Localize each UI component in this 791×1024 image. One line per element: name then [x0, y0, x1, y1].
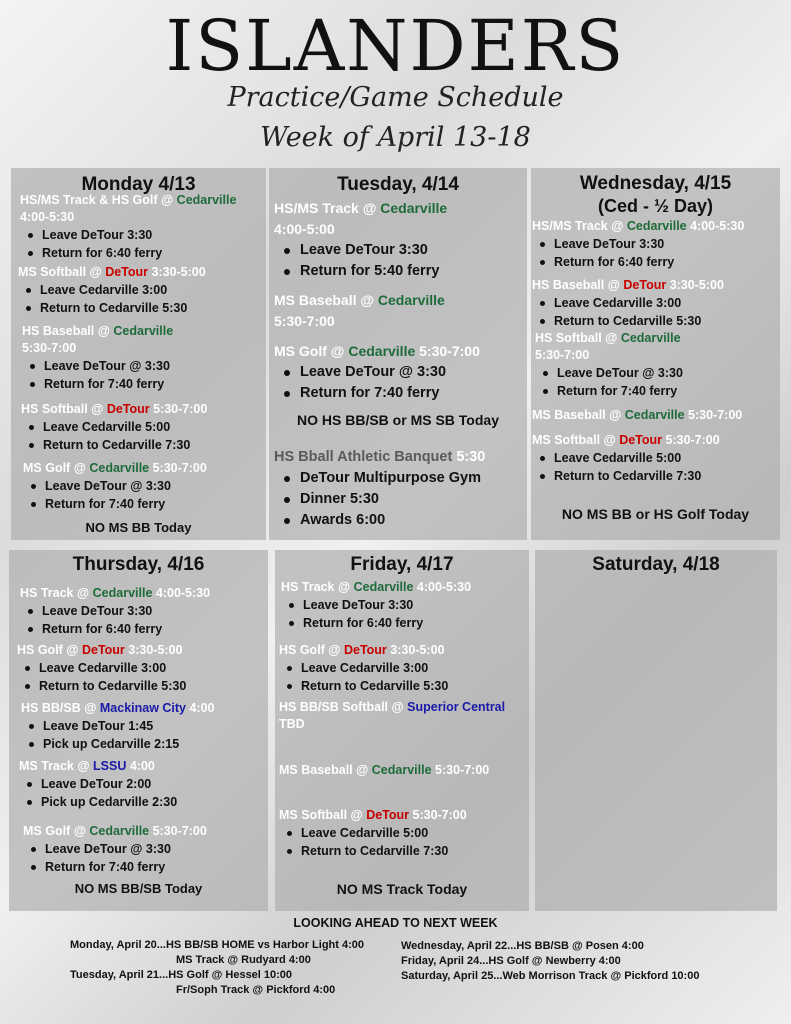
- friday-panel: [275, 550, 529, 911]
- ahead-item: Tuesday, April 21...HS Golf @ Hessel 10:00: [70, 969, 293, 981]
- list-item: Leave Cedarville 3:00: [18, 281, 266, 299]
- tuesday-event-2: MS Baseball @ Cedarville 5:30-7:00: [274, 292, 445, 329]
- list-item: Return for 5:40 ferry: [274, 261, 527, 282]
- friday-event-3: HS BB/SB Softball @ Superior Central TBD: [279, 700, 506, 731]
- wednesday-event-4: MS Baseball @ Cedarville 5:30-7:00: [532, 408, 743, 422]
- bullet-list: [20, 226, 266, 262]
- location-detour: DeTour: [343, 643, 387, 657]
- list-item: Leave DeTour 2:00: [19, 775, 268, 793]
- wednesday-event-5: MS Softball @ DeTour 5:30-7:00 Leave Cedarville 5:00 Return to Cedarville 7:30: [531, 432, 780, 485]
- list-item: Return for 7:40 ferry: [23, 495, 266, 513]
- list-item: Return for 7:40 ferry: [535, 382, 780, 400]
- bullet-list: [532, 294, 780, 330]
- location-cedarville: Cedarville: [176, 193, 237, 207]
- list-item: Leave DeTour 3:30: [20, 226, 266, 244]
- bullet-list: [21, 418, 266, 454]
- location-detour: DeTour: [366, 808, 410, 822]
- bullet-list: [18, 281, 266, 317]
- ahead-item: Wednesday, April 22...HS BB/SB @ Posen 4:00: [401, 940, 644, 952]
- list-item: Return for 7:40 ferry: [22, 375, 266, 393]
- ahead-item: Fr/Soph Track @ Pickford 4:00: [176, 984, 336, 996]
- schedule-subtitle: Practice/Game Schedule: [227, 82, 564, 113]
- location-cedarville: Cedarville: [377, 292, 445, 308]
- bullet-list: [20, 602, 268, 638]
- wednesday-heading: Wednesday, 4/15: [579, 173, 732, 194]
- wednesday-event-1: HS/MS Track @ Cedarville 4:00-5:30 Leave DeTour 3:30 Return for 6:40 ferry: [531, 218, 780, 271]
- friday-event-4: MS Baseball @ Cedarville 5:30-7:00: [279, 763, 490, 777]
- list-item: Return to Cedarville 7:30: [279, 842, 529, 860]
- page-title: ISLANDERS: [165, 5, 626, 87]
- ahead-item: MS Track @ Rudyard 4:00: [176, 954, 311, 966]
- location-detour: DeTour: [623, 278, 667, 292]
- location-detour: DeTour: [81, 643, 125, 657]
- saturday-heading: Saturday, 4/18: [592, 554, 720, 575]
- monday-event-3: HS Baseball @ Cedarville 5:30-7:00 Leave DeTour @ 3:30 Return for 7:40 ferry: [11, 323, 266, 393]
- thursday-note: NO MS BB/SB Today: [74, 881, 203, 896]
- thursday-panel: [9, 550, 268, 911]
- bullet-list: [274, 362, 527, 404]
- bullet-list: [532, 235, 780, 271]
- list-item: Return to Cedarville 5:30: [18, 299, 266, 317]
- list-item: Leave DeTour 1:45: [21, 717, 268, 735]
- friday-event-5: MS Softball @ DeTour 5:30-7:00 Leave Cedarville 5:00 Return to Cedarville 7:30: [275, 807, 529, 860]
- bullet-list: [22, 357, 266, 393]
- ahead-item: Saturday, April 25...Web Morrison Track @ Pickford 10:00: [401, 970, 700, 982]
- looking-ahead-left: [70, 938, 364, 998]
- wednesday-event-3: HS Softball @ Cedarville 5:30-7:00 Leave DeTour @ 3:30 Return for 7:40 ferry: [531, 330, 780, 400]
- monday-event-1: HS/MS Track & HS Golf @ Cedarville 4:00-5:30 Leave DeTour 3:30 Return for 6:40 ferry: [11, 192, 266, 262]
- tuesday-note: NO HS BB/SB or MS SB Today: [297, 412, 499, 428]
- list-item: Return for 6:40 ferry: [281, 614, 529, 632]
- list-item: Return to Cedarville 5:30: [17, 677, 268, 695]
- location-cedarville: Cedarville: [620, 331, 681, 345]
- list-item: Leave Cedarville 3:00: [279, 659, 529, 677]
- list-item: Leave Cedarville 5:00: [21, 418, 266, 436]
- list-item: Leave DeTour 3:30: [281, 596, 529, 614]
- bullet-list: [274, 468, 527, 531]
- list-item: Return for 7:40 ferry: [274, 383, 527, 404]
- bullet-list: [535, 364, 780, 400]
- bullet-list: [19, 775, 268, 811]
- thursday-event-1: HS Track @ Cedarville 4:00-5:30 Leave DeTour 3:30 Return for 6:40 ferry: [9, 585, 268, 638]
- list-item: Leave Cedarville 3:00: [17, 659, 268, 677]
- location-cedarville: Cedarville: [92, 586, 153, 600]
- list-item: Return for 6:40 ferry: [20, 244, 266, 262]
- list-item: Return to Cedarville 7:30: [21, 436, 266, 454]
- location-detour: DeTour: [105, 265, 149, 279]
- looking-ahead-right: [401, 939, 699, 984]
- bullet-list: [274, 240, 527, 282]
- list-item: Leave DeTour @ 3:30: [23, 477, 266, 495]
- list-item: Leave Cedarville 5:00: [532, 449, 780, 467]
- thursday-event-2: HS Golf @ DeTour 3:30-5:00 Leave Cedarville 3:00 Return to Cedarville 5:30: [9, 642, 268, 695]
- list-item: Leave DeTour @ 3:30: [535, 364, 780, 382]
- bullet-list: [281, 596, 529, 632]
- wednesday-subheading: (Ced - ½ Day): [597, 196, 714, 216]
- bullet-list: [21, 717, 268, 753]
- thursday-event-4: MS Track @ LSSU 4:00 Leave DeTour 2:00 Pick up Cedarville 2:30: [9, 758, 268, 811]
- ahead-item: Friday, April 24...HS Golf @ Newberry 4:00: [401, 955, 621, 967]
- location-cedarville: Cedarville: [626, 219, 687, 233]
- list-item: Return for 6:40 ferry: [20, 620, 268, 638]
- thursday-event-5: MS Golf @ Cedarville 5:30-7:00 Leave DeTour @ 3:30 Return for 7:40 ferry: [9, 823, 268, 876]
- monday-heading: Monday 4/13: [81, 174, 196, 195]
- list-item: Return for 7:40 ferry: [23, 858, 268, 876]
- friday-heading: Friday, 4/17: [350, 554, 454, 575]
- location-cedarville: Cedarville: [113, 324, 174, 338]
- monday-event-4: HS Softball @ DeTour 5:30-7:00 Leave Cedarville 5:00 Return to Cedarville 7:30: [11, 401, 266, 454]
- wednesday-panel: [531, 168, 780, 540]
- thursday-event-3: HS BB/SB @ Mackinaw City 4:00 Leave DeTour 1:45 Pick up Cedarville 2:15: [9, 700, 268, 753]
- location-cedarville: Cedarville: [353, 580, 414, 594]
- tuesday-event-1: HS/MS Track @ Cedarville 4:00-5:00 Leave DeTour 3:30 Return for 5:40 ferry: [269, 198, 527, 282]
- list-item: DeTour Multipurpose Gym: [274, 468, 527, 489]
- location-cedarville: Cedarville: [89, 461, 150, 475]
- list-item: Awards 6:00: [274, 510, 527, 531]
- bullet-list: [532, 449, 780, 485]
- tuesday-event-3: MS Golf @ Cedarville 5:30-7:00 Leave DeTour @ 3:30 Return for 7:40 ferry: [269, 341, 527, 404]
- friday-event-2: HS Golf @ DeTour 3:30-5:00 Leave Cedarville 3:00 Return to Cedarville 5:30: [275, 642, 529, 695]
- tuesday-heading: Tuesday, 4/14: [337, 174, 459, 195]
- list-item: Leave DeTour 3:30: [20, 602, 268, 620]
- list-item: Return for 6:40 ferry: [532, 253, 780, 271]
- list-item: Leave DeTour 3:30: [274, 240, 527, 261]
- list-item: Leave Cedarville 5:00: [279, 824, 529, 842]
- wednesday-note: NO MS BB or HS Golf Today: [561, 506, 750, 522]
- bullet-list: [23, 477, 266, 513]
- tuesday-panel: [269, 168, 527, 540]
- tuesday-banquet: HS Bball Athletic Banquet 5:30 DeTour Multipurpose Gym Dinner 5:30 Awards 6:00: [269, 447, 527, 531]
- bullet-list: [279, 659, 529, 695]
- wednesday-event-2: HS Baseball @ DeTour 3:30-5:00 Leave Cedarville 3:00 Return to Cedarville 5:30: [531, 277, 780, 330]
- list-item: Return to Cedarville 5:30: [532, 312, 780, 330]
- bullet-list: [17, 659, 268, 695]
- list-item: Leave DeTour @ 3:30: [23, 840, 268, 858]
- friday-event-1: HS Track @ Cedarville 4:00-5:30 Leave DeTour 3:30 Return for 6:40 ferry: [275, 579, 529, 632]
- monday-event-5: MS Golf @ Cedarville 5:30-7:00 Leave DeTour @ 3:30 Return for 7:40 ferry: [11, 460, 266, 513]
- list-item: Pick up Cedarville 2:30: [19, 793, 268, 811]
- list-item: Pick up Cedarville 2:15: [21, 735, 268, 753]
- list-item: Return to Cedarville 5:30: [279, 677, 529, 695]
- bullet-list: [23, 840, 268, 876]
- list-item: Return to Cedarville 7:30: [532, 467, 780, 485]
- location-cedarville: Cedarville: [624, 408, 685, 422]
- looking-ahead-heading: LOOKING AHEAD TO NEXT WEEK: [293, 916, 498, 930]
- monday-panel: [11, 168, 266, 540]
- monday-note: NO MS BB Today: [85, 520, 192, 535]
- friday-note: NO MS Track Today: [336, 881, 468, 897]
- location-cedarville: Cedarville: [380, 200, 448, 216]
- monday-event-2: MS Softball @ DeTour 3:30-5:00 Leave Cedarville 3:00 Return to Cedarville 5:30: [11, 264, 266, 317]
- list-item: Leave Cedarville 3:00: [532, 294, 780, 312]
- bullet-list: [279, 824, 529, 860]
- list-item: Leave DeTour 3:30: [532, 235, 780, 253]
- list-item: Leave DeTour @ 3:30: [22, 357, 266, 375]
- week-subtitle: Week of April 13-18: [260, 122, 531, 153]
- saturday-panel: [535, 550, 777, 911]
- list-item: Leave DeTour @ 3:30: [274, 362, 527, 383]
- location-detour: DeTour: [106, 402, 150, 416]
- location-lssu: LSSU: [93, 759, 127, 773]
- location-cedarville: Cedarville: [89, 824, 150, 838]
- list-item: Dinner 5:30: [274, 489, 527, 510]
- thursday-heading: Thursday, 4/16: [72, 554, 205, 575]
- location-superior-central: Superior Central: [407, 700, 506, 714]
- location-cedarville: Cedarville: [371, 763, 432, 777]
- location-cedarville: Cedarville: [348, 343, 416, 359]
- location-detour: DeTour: [619, 433, 663, 447]
- ahead-item: Monday, April 20...HS BB/SB HOME vs Harbor Light 4:00: [70, 939, 364, 951]
- location-mackinaw-city: Mackinaw City: [99, 701, 187, 715]
